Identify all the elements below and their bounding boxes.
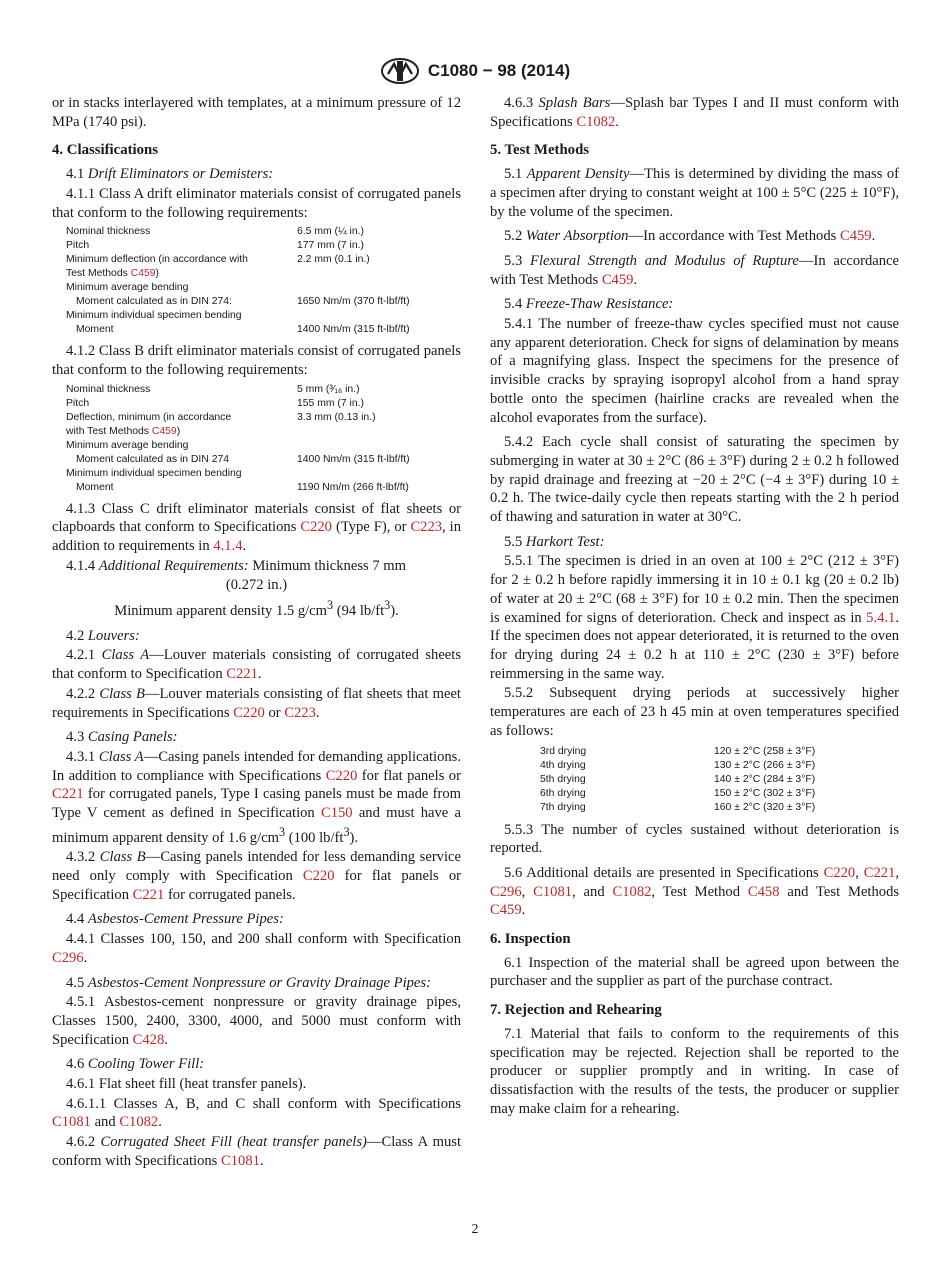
section-7-heading: 7. Rejection and Rehearing: [490, 1002, 662, 1019]
spec-row: Test Methods C459): [66, 268, 159, 280]
page-header: [0, 58, 950, 84]
link-c1081[interactable]: C1081: [533, 883, 573, 900]
section-4-heading: 4. Classifications: [52, 142, 159, 159]
spec-row: Pitch 177 mm (7 in.): [66, 240, 364, 252]
link-c296[interactable]: C296: [490, 883, 522, 900]
para-4-1-4-thickness: (0.272 in.): [225, 577, 288, 594]
section-5-heading: 5. Test Methods: [490, 142, 590, 159]
para-5-2: 5.2 Water Absorption—In accordance with Test Methods C459.: [504, 228, 876, 245]
class-a-requirements-table: [66, 225, 461, 337]
para-4-5: 4.5 Asbestos-Cement Nonpressure or Gravity Drainage Pipes:: [66, 974, 431, 991]
para-4-6-3: 4.6.3 Splash Bars—Splash bar Types I and II must conform with Specifications C1082.: [490, 95, 899, 130]
link-c221[interactable]: C221: [226, 666, 258, 683]
para-4-1-4-density: Minimum apparent density 1.5 $g/cm^3$ (94 $lb/ft^3$).: [114, 598, 399, 619]
drying-row: 5th drying 140 ± 2°C (284 ± 3°F): [540, 773, 816, 785]
spec-row: Moment 1190 Nm/m (266 ft-lbf/ft): [76, 481, 409, 493]
spec-row: Minimum deflection (in accordance with 2.2 mm (0.1 in.): [66, 254, 370, 266]
para-7-1: 7.1 Material that fails to conform to the requirements of this specification may be rejected. Rejection shall be reported to the producer or supplier promptly and in writing. In case of dissatisfaction with the results of the tests, the producer or supplier may make claim for a rehearing.: [490, 1025, 899, 1117]
drying-row: 4th drying 130 ± 2°C (266 ± 3°F): [540, 759, 816, 771]
link-c150[interactable]: C150: [320, 805, 353, 822]
para-4-1-2: 4.1.2 Class B drift eliminator materials consist of corrugated panels that conform to the following requirements:: [52, 343, 461, 378]
para-4-1-3: 4.1.3 Class C drift eliminator materials consist of flat sheets or clapboards that conform to Specifications C220 (Type F), or C223, in addition to requirements in 4.1.4.: [52, 500, 462, 555]
para-5-3: 5.3 Flexural Strength and Modulus of Rupture—In accordance with Test Methods C459.: [490, 252, 899, 288]
spec-row: Minimum individual specimen bending: [66, 467, 242, 479]
spec-row: Nominal thickness 5 mm (³⁄₁₆ in.): [66, 383, 360, 395]
spec-row: Pitch 155 mm (7 in.): [66, 397, 364, 409]
link-c458[interactable]: C458: [747, 883, 780, 900]
link-c1082[interactable]: C1082: [612, 883, 652, 900]
link-c1081[interactable]: C1081: [221, 1152, 260, 1169]
para-4-4: 4.4 Asbestos-Cement Pressure Pipes:: [66, 911, 284, 928]
para-5-5-2: 5.5.2 Subsequent drying periods at successively higher temperatures are each of 23 h 45 min at oven temperatures specified as follows:: [490, 685, 899, 739]
drying-temperatures-table: [490, 745, 899, 815]
spec-row: Moment 1400 Nm/m (315 ft-lbf/ft): [76, 324, 410, 336]
spec-row: with Test Methods C459): [66, 425, 181, 437]
para-4-1-1: 4.1.1 Class A drift eliminator materials consist of corrugated panels that conform to the following requirements:: [52, 185, 461, 221]
document-designation: C1080 − 98 (2014): [427, 61, 571, 80]
class-b-requirements-table: [66, 383, 461, 495]
left-column: [52, 94, 461, 1172]
para-4-3-1: 4.3.1 Class A—Casing panels intended for demanding applications. In addition to compliance with Specifications C220 for flat panels or C221 for corrugated panels, Type I casing panels must be made from Type V cement as defined in Specification C150 and must have a minimum apparent density of 1.6 $g/cm^3$ (100 $lb/ft^3$).: [52, 748, 461, 846]
para-4-3: 4.3 Casing Panels:: [66, 729, 178, 746]
link-c221[interactable]: C221: [132, 886, 165, 903]
spec-row: Deflection, minimum (in accordance 3.3 mm (0.13 in.): [66, 411, 376, 423]
para-5-4-2: 5.4.2 Each cycle shall consist of saturating the specimen by submerging in water at 30 ± 2°C (86 ± 3°F) during 2 ± 0.2 h followed by rapid drainage and freezing at −20 ± 2°C (−4 ± 3°F) during 10 ± 0.2 h. The twice-daily cycle then repeats starting with the 2 h period of thawing and saturation in water at 30°C.: [490, 434, 899, 526]
para-5-6: 5.6 Additional details are presented in Specifications C220, C221, C296, C1081, and C1082, Test Method C458 and Test Methods C459.: [490, 864, 900, 919]
para-4-2-1: 4.2.1 Class A—Louver materials consisting of corrugated sheets that conform to Specification C221.: [52, 647, 462, 683]
link-c1081[interactable]: C1081: [52, 1114, 91, 1131]
link-c459[interactable]: C459: [130, 268, 156, 280]
spec-row: Minimum average bending: [66, 439, 189, 451]
link-c459[interactable]: C459: [151, 425, 177, 437]
section-6-heading: 6. Inspection: [490, 931, 571, 948]
para-5-1: 5.1 Apparent Density—This is determined by dividing the mass of a specimen after drying to constant weight at 100 ± 5°C (225 ± 10°F), by the volume of the specimen.: [490, 166, 900, 220]
link-c459[interactable]: C459: [490, 902, 522, 919]
drying-row: 6th drying 150 ± 2°C (302 ± 3°F): [540, 787, 816, 799]
drying-row: 3rd drying 120 ± 2°C (258 ± 3°F): [540, 745, 816, 757]
para-5-5-3: 5.5.3 The number of cycles sustained without deterioration is reported.: [490, 821, 899, 857]
para-5-4-1: 5.4.1 The number of freeze-thaw cycles specified must not cause any apparent deterioration. Check for signs of delamination by means of a magnifying glass. Inspect the specimens for the presence of invisible cracks by spraying isopropyl alcohol from a hand spray bottle onto the specimen (hairline cracks are revealed when the alcohol evaporates from the surface).: [490, 316, 899, 426]
link-c1082[interactable]: C1082: [119, 1114, 159, 1131]
para-4-5-1: 4.5.1 Asbestos-cement nonpressure or gravity drainage pipes, Classes 1500, 2400, 3300, 4000, and 5000 must conform with Specification C428.: [52, 994, 461, 1048]
para-4-6: 4.6 Cooling Tower Fill:: [66, 1056, 205, 1073]
para-4-1: 4.1 Drift Eliminators or Demisters:: [66, 166, 274, 183]
right-column: [490, 94, 899, 1124]
spec-row: Moment calculated as in DIN 274: 1650 Nm/m (370 ft-lbf/ft): [76, 296, 410, 308]
para-4-6-1: 4.6.1 Flat sheet fill (heat transfer panels).: [66, 1076, 307, 1093]
link-c220[interactable]: C220: [302, 868, 335, 884]
link-4-1-4[interactable]: 4.1.4: [213, 538, 243, 555]
link-c220[interactable]: C220: [325, 767, 358, 784]
link-c1082[interactable]: C1082: [576, 113, 616, 130]
link-c223[interactable]: C223: [284, 704, 316, 721]
para-5-5-1: 5.5.1 The specimen is dried in an oven at 100 ± 2°C (212 ± 3°F) for 2 ± 0.2 h before rapidly immersing it in 10 ± 0.1 kg (20 ± 0.2 lb) of water at 20 ± 2°C (68 ± 3°F) for 10 ± 0.2 min. Then the specimen is examined for signs of deterioration. Check and inspect as in 5.4.1. If the specimen does not appear deteriorated, it is returned to the oven for drying during 24 ± 0.2 h at 110 ± 2°C (230 ± 3°F) before reimmersing in the same way.: [490, 553, 899, 682]
drying-row: 7th drying 160 ± 2°C (320 ± 3°F): [540, 801, 816, 813]
para-4-6-2: 4.6.2 Corrugated Sheet Fill (heat transfer panels)—Class A must conform with Specifications C1081.: [52, 1134, 461, 1169]
link-c221[interactable]: C221: [52, 786, 84, 803]
para-4-1-4: 4.1.4 Additional Requirements: Minimum thickness 7 mm: [66, 557, 406, 574]
para-4-2: 4.2 Louvers:: [66, 627, 140, 644]
para-4-3-2: 4.3.2 Class B—Casing panels intended for less demanding service need only comply with Specification C220 for flat panels or Specification C221 for corrugated panels.: [52, 849, 461, 903]
link-5-4-1[interactable]: 5.4.1: [866, 609, 896, 626]
link-c220[interactable]: C220: [823, 864, 856, 881]
link-c220[interactable]: C220: [300, 519, 332, 536]
para-5-5: 5.5 Harkort Test:: [504, 533, 605, 550]
astm-logo-icon: [380, 58, 420, 84]
spec-row: Minimum individual specimen bending: [66, 310, 242, 322]
link-c220[interactable]: C220: [233, 704, 265, 721]
para-4-2-2: 4.2.2 Class B—Louver materials consisting of flat sheets that meet requirements in Specifications C220 or C223.: [52, 685, 461, 721]
para-6-1: 6.1 Inspection of the material shall be agreed upon between the purchaser and the supplier as part of the purchase contract.: [490, 954, 899, 990]
spec-row: Minimum average bending: [66, 282, 189, 294]
link-c223[interactable]: C223: [410, 519, 443, 536]
link-c221[interactable]: C221: [863, 864, 896, 881]
continued-paragraph: or in stacks interlayered with templates, at a minimum pressure of 12 MPa (1740 psi).: [52, 95, 461, 130]
para-5-4: 5.4 Freeze-Thaw Resistance:: [504, 296, 674, 313]
link-c459[interactable]: C459: [839, 228, 872, 245]
link-c296[interactable]: C296: [52, 949, 84, 966]
spec-row: Moment calculated as in DIN 274 1400 Nm/m (315 ft-lbf/ft): [76, 453, 410, 465]
page-number: 2: [471, 1222, 479, 1237]
link-c428[interactable]: C428: [132, 1031, 165, 1048]
link-c459[interactable]: C459: [601, 271, 634, 288]
para-4-4-1: 4.4.1 Classes 100, 150, and 200 shall conform with Specification C296.: [52, 931, 461, 966]
para-4-6-1-1: 4.6.1.1 Classes A, B, and C shall conform with Specifications C1081 and C1082.: [52, 1095, 461, 1131]
spec-row: Nominal thickness 6.5 mm (¼ in.): [66, 226, 364, 238]
